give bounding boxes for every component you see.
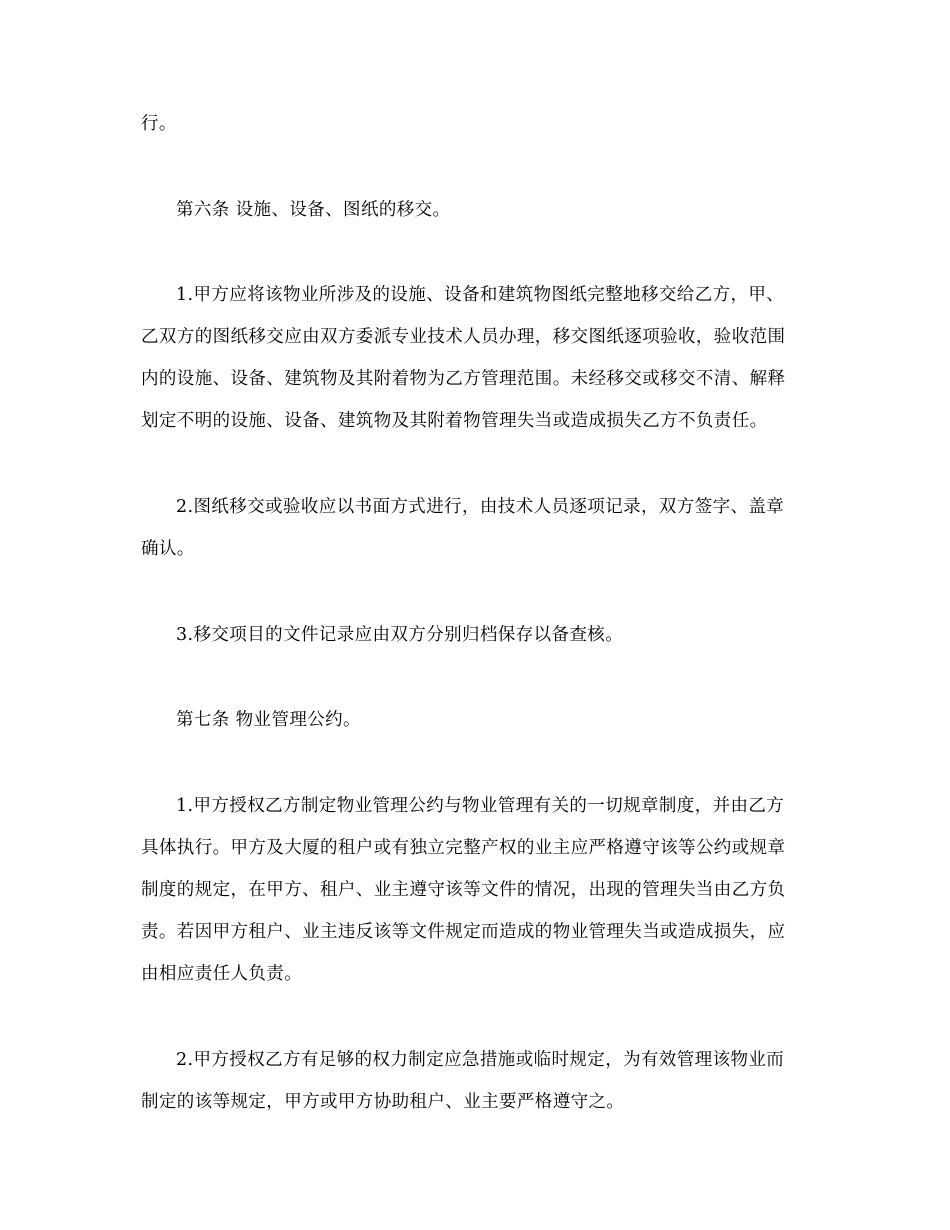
article-7-item-1-line-3: 制度的规定，在甲方、租户、业主遵守该等文件的情况，出现的管理失当由乙方负 — [141, 880, 786, 900]
article-7-item-1-line-1: 1.甲方授权乙方制定物业管理公约与物业管理有关的一切规章制度，并由乙方 — [176, 796, 785, 816]
article-6-heading: 第六条 设施、设备、图纸的移交。 — [176, 200, 451, 220]
article-7-item-1-line-4: 责。若因甲方租户、业主违反该等文件规定而造成的物业管理失当或造成损失，应 — [141, 922, 786, 942]
text-line-continuation: 行。 — [141, 114, 177, 134]
article-6-item-3: 3.移交项目的文件记录应由双方分别归档保存以备查核。 — [176, 625, 624, 645]
article-6-item-2-line-2: 确认。 — [141, 539, 195, 559]
article-6-item-2-line-1: 2.图纸移交或验收应以书面方式进行，由技术人员逐项记录，双方签字、盖章 — [176, 497, 785, 517]
article-6-item-1-line-3: 内的设施、设备、建筑物及其附着物为乙方管理范围。未经移交或移交不清、解释 — [141, 369, 786, 389]
article-6-item-1-line-1: 1.甲方应将该物业所涉及的设施、设备和建筑物图纸完整地移交给乙方，甲、 — [176, 285, 785, 305]
article-7-item-1-line-5: 由相应责任人负责。 — [141, 964, 303, 984]
article-7-item-2-line-2: 制定的该等规定，甲方或甲方协助租户、业主要严格遵守之。 — [141, 1092, 625, 1112]
article-7-item-1-line-2: 具体执行。甲方及大厦的租户或有独立完整产权的业主应严格遵守该等公约或规章 — [141, 838, 786, 858]
article-7-heading: 第七条 物业管理公约。 — [176, 710, 361, 730]
article-6-item-1-line-2: 乙双方的图纸移交应由双方委派专业技术人员办理，移交图纸逐项验收，验收范围 — [141, 327, 786, 347]
article-7-item-2-line-1: 2.甲方授权乙方有足够的权力制定应急措施或临时规定，为有效管理该物业而 — [176, 1050, 785, 1070]
article-6-item-1-line-4: 划定不明的设施、设备、建筑物及其附着物管理失当或造成损失乙方不负责任。 — [141, 411, 768, 431]
